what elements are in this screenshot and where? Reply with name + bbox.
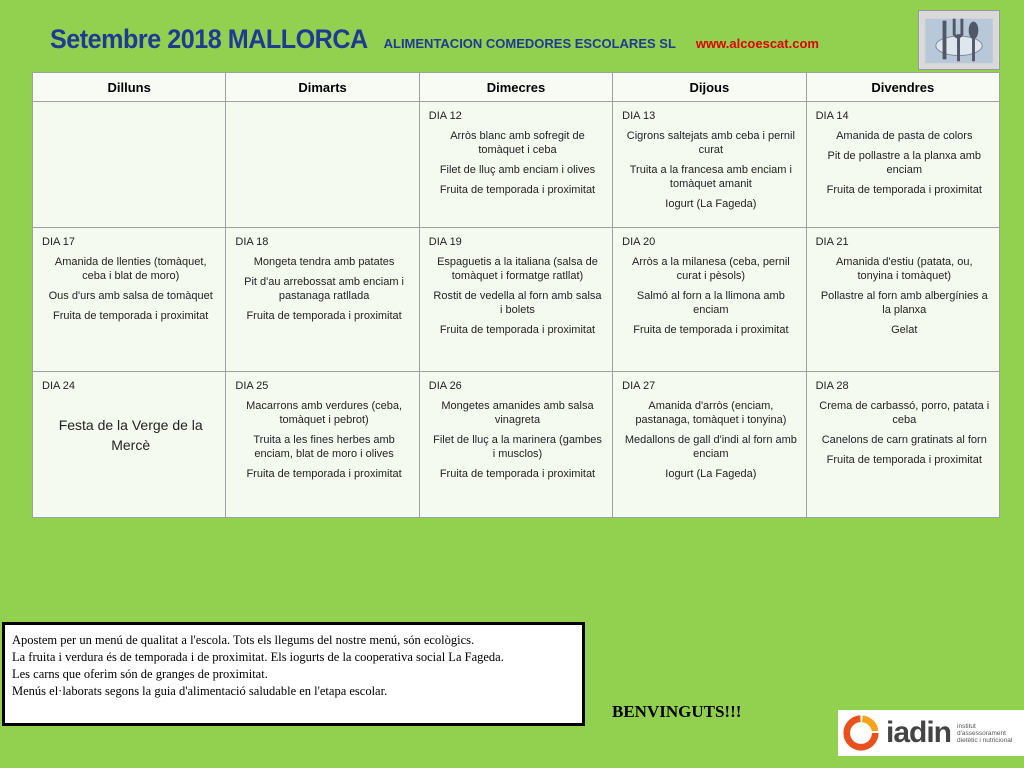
dish-item: Amanida de llenties (tomàquet, ceba i blat de moro) xyxy=(54,256,207,282)
dish-item: Fruita de temporada i proximitat xyxy=(826,184,982,196)
dish-item: Mongeta tendra amb patates xyxy=(253,256,395,268)
dish-item: Macarrons amb verdures (ceba, tomàquet i pebrot) xyxy=(246,400,403,426)
dish-item: Fruita de temporada i proximitat xyxy=(439,184,596,196)
day-label: DIA 20 xyxy=(622,236,656,248)
header-row xyxy=(33,73,1000,102)
dish-item: Salmó al forn a la llimona amb enciam xyxy=(636,290,785,316)
col-header-wednesday: Dimecres xyxy=(419,73,612,102)
day-label: DIA 26 xyxy=(428,380,462,392)
day-label: DIA 19 xyxy=(428,236,462,248)
day-cell-thursday xyxy=(613,372,806,518)
day-cell-tuesday xyxy=(226,228,419,372)
day-cell-wednesday xyxy=(419,372,612,518)
day-label: DIA 27 xyxy=(622,380,656,392)
dish-item: Amanida d'arròs (enciam, pastanaga, tomàquet i tonyina) xyxy=(635,400,787,426)
dish-item: Filet de lluç amb enciam i olives xyxy=(439,164,596,176)
day-label: DIA 14 xyxy=(815,110,849,122)
holiday-label: Festa de la Verge de la Mercè xyxy=(58,417,203,453)
dish-item: Fruita de temporada i proximitat xyxy=(246,468,402,480)
dish-item: Amanida de pasta de colors xyxy=(836,130,973,142)
iadin-subtitle: institut d'assessorament dietètic i nutricional xyxy=(957,722,1013,744)
dish-item: Rostit de vedella al forn amb salsa i bolets xyxy=(433,290,602,316)
dish-item: Pollastre al forn amb albergínies a la planxa xyxy=(820,290,988,316)
day-cell-wednesday xyxy=(419,102,612,228)
dish-item: Filet de lluç a la marinera (gambes i musclos) xyxy=(433,434,602,460)
day-cell-friday xyxy=(806,228,999,372)
week-row xyxy=(33,372,1000,518)
dish-item: Canelons de carn gratinats al forn xyxy=(821,434,987,446)
day-cell-tuesday xyxy=(226,102,419,228)
company-name: ALIMENTACION COMEDORES ESCOLARES SL xyxy=(383,36,676,51)
menu-table xyxy=(32,72,1000,518)
dish-item: Arròs blanc amb sofregit de tomàquet i ceba xyxy=(450,130,585,156)
week-row xyxy=(33,102,1000,228)
dish-item: Fruita de temporada i proximitat xyxy=(53,310,209,322)
header xyxy=(50,24,819,55)
dish-item: Espaguetis a la italiana (salsa de tomàquet i formatge ratllat) xyxy=(437,256,598,282)
dish-item: Mongetes amanides amb salsa vinagreta xyxy=(441,400,594,426)
day-label: DIA 25 xyxy=(235,380,269,392)
page-title: Setembre 2018 MALLORCA xyxy=(50,24,368,54)
website-link[interactable]: www.alcoescat.com xyxy=(695,36,819,51)
day-cell-wednesday xyxy=(419,228,612,372)
dish-item: Amanida d'estiu (patata, ou, tonyina i tomàquet) xyxy=(835,256,973,282)
iadin-icon xyxy=(842,714,880,752)
dish-item: Iogurt (La Fageda) xyxy=(665,198,757,210)
iadin-wordmark: iadin xyxy=(886,716,952,749)
day-cell-monday xyxy=(33,228,226,372)
dish-item: Arròs a la milanesa (ceba, pernil curat i pèsols) xyxy=(631,256,790,282)
dish-item: Medallons de gall d'indi al forn amb enciam xyxy=(624,434,797,460)
iadin-logo xyxy=(838,710,1024,756)
dish-item: Crema de carbassó, porro, patata i ceba xyxy=(819,400,990,426)
note-line: La fruita i verdura és de temporada i de proximitat. Els iogurts de la cooperativa social La Fageda. xyxy=(12,650,504,664)
dish-item: Ous d'urs amb salsa de tomàquet xyxy=(48,290,213,302)
note-line: Apostem per un menú de qualitat a l'escola. Tots els llegums del nostre menú, són ecològics. xyxy=(12,633,475,647)
day-cell-monday xyxy=(33,102,226,228)
day-cell-monday xyxy=(33,372,226,518)
day-cell-thursday xyxy=(613,102,806,228)
note-line: Menús el·laborats segons la guia d'alimentació saludable en l'etapa escolar. xyxy=(12,684,388,698)
dish-item: Pit d'au arrebossat amb enciam i pastanaga ratllada xyxy=(244,276,404,302)
dish-item: Truita a les fines herbes amb enciam, blat de moro i olives xyxy=(253,434,395,460)
dish-item: Fruita de temporada i proximitat xyxy=(826,454,982,466)
day-cell-friday xyxy=(806,372,999,518)
col-header-monday: Dilluns xyxy=(33,73,226,102)
dish-item: Truita a la francesa amb enciam i tomàquet amanit xyxy=(629,164,792,190)
note-line: Les carns que oferim són de granges de proximitat. xyxy=(12,667,268,681)
day-label: DIA 13 xyxy=(622,110,656,122)
cutlery-logo xyxy=(918,10,1000,70)
welcome-text: BENVINGUTS!!! xyxy=(612,702,742,721)
dish-item: Fruita de temporada i proximitat xyxy=(246,310,402,322)
day-label: DIA 28 xyxy=(815,380,849,392)
col-header-thursday: Dijous xyxy=(613,73,806,102)
dish-item: Cigrons saltejats amb ceba i pernil curat xyxy=(626,130,795,156)
notes-box xyxy=(2,622,585,726)
dish-item: Fruita de temporada i proximitat xyxy=(439,324,596,336)
day-label: DIA 24 xyxy=(42,380,76,392)
dish-item: Gelat xyxy=(891,324,918,336)
dish-item: Pit de pollastre a la planxa amb enciam xyxy=(827,150,982,176)
col-header-friday: Divendres xyxy=(806,73,999,102)
week-row xyxy=(33,228,1000,372)
day-cell-thursday xyxy=(613,228,806,372)
day-label: DIA 18 xyxy=(235,236,269,248)
day-label: DIA 12 xyxy=(428,110,462,122)
day-label: DIA 17 xyxy=(42,236,76,248)
day-cell-friday xyxy=(806,102,999,228)
dish-item: Fruita de temporada i proximitat xyxy=(633,324,789,336)
col-header-tuesday: Dimarts xyxy=(226,73,419,102)
cutlery-icon xyxy=(919,11,999,69)
dish-item: Fruita de temporada i proximitat xyxy=(439,468,596,480)
dish-item: Iogurt (La Fageda) xyxy=(665,468,757,480)
day-label: DIA 21 xyxy=(815,236,849,248)
day-cell-tuesday xyxy=(226,372,419,518)
